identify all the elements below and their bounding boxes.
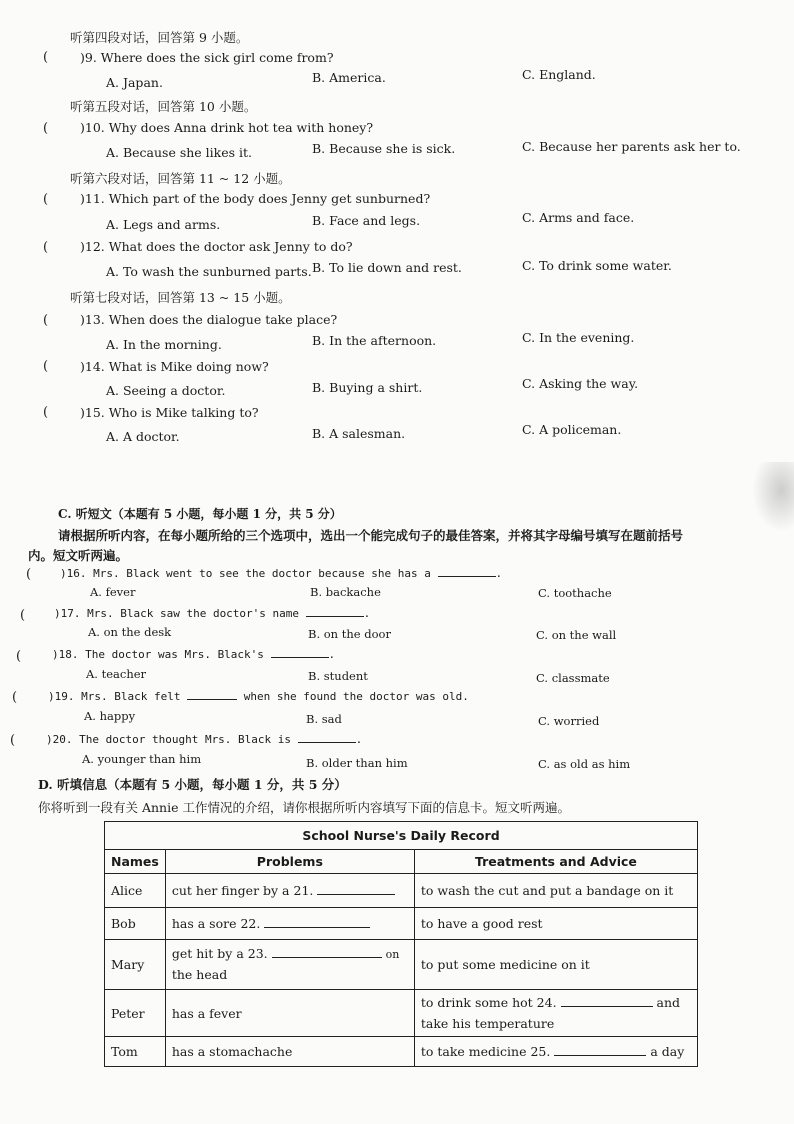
option-c: C. on the wall (536, 628, 617, 642)
option-c: C. A policeman. (522, 422, 622, 437)
question-15: )15. Who is Mike talking to? (80, 405, 259, 420)
cell-problem: has a sore 22. (165, 908, 414, 940)
option-c: C. Arms and face. (522, 210, 635, 225)
question-20: )20. The doctor thought Mrs. Black is . (46, 733, 363, 746)
table-caption: School Nurse's Daily Record (105, 822, 698, 850)
option-a: A. In the morning. (106, 337, 222, 352)
answer-bracket[interactable]: ( (43, 192, 49, 207)
section-heading-6: 听第六段对话，回答第 11 ~ 12 小题。 (70, 171, 291, 186)
table-row (105, 990, 698, 1037)
table-row (105, 940, 698, 990)
part-c-instruction-cont: 内。短文听两遍。 (28, 548, 129, 563)
answer-bracket[interactable]: ( (10, 733, 16, 748)
scan-smudge (752, 462, 794, 532)
part-d-instruction: 你将听到一段有关 Annie 工作情况的介绍，请你根据所听内容填写下面的信息卡。短文听两遍。 (38, 800, 570, 815)
cell-problem: has a stomachache (165, 1037, 414, 1067)
answer-bracket[interactable]: ( (43, 121, 49, 136)
section-heading-7: 听第七段对话，回答第 13 ~ 15 小题。 (70, 290, 291, 305)
question-13: )13. When does the dialogue take place? (80, 312, 338, 327)
header-problems: Problems (165, 850, 414, 874)
cell-name: Bob (105, 908, 166, 940)
cell-problem: has a fever (165, 990, 414, 1037)
option-a: A. To wash the sunburned parts. (106, 264, 312, 279)
option-c: C. Because her parents ask her to. (522, 139, 741, 154)
cell-name: Tom (105, 1037, 166, 1067)
cell-problem: cut her finger by a 21. (165, 874, 414, 908)
question-19: )19. Mrs. Black felt when she found the doctor was old. (48, 690, 469, 703)
section-heading-5: 听第五段对话，回答第 10 小题。 (70, 99, 257, 114)
option-a: A. younger than him (82, 752, 202, 766)
part-d-title: D. 听填信息（本题有 5 小题，每小题 1 分，共 5 分） (38, 777, 347, 792)
cell-advice: to wash the cut and put a bandage on it (414, 874, 697, 908)
option-b: B. Because she is sick. (312, 141, 456, 156)
table-row (105, 874, 698, 908)
option-a: A. on the desk (88, 625, 172, 639)
cell-advice: to drink some hot 24. and take his temperature (414, 990, 697, 1037)
header-treatments: Treatments and Advice (414, 850, 697, 874)
answer-blank-24[interactable] (561, 996, 653, 1007)
option-b: B. A salesman. (312, 426, 406, 441)
question-17: )17. Mrs. Black saw the doctor's name . (54, 607, 371, 620)
table-row (105, 1037, 698, 1067)
option-c: C. worried (538, 714, 600, 728)
header-names: Names (105, 850, 166, 874)
option-c: C. In the evening. (522, 330, 635, 345)
option-b: B. Face and legs. (312, 213, 421, 228)
cell-advice: to take medicine 25. a day (414, 1037, 697, 1067)
option-a: A. happy (84, 709, 136, 723)
answer-bracket[interactable]: ( (43, 405, 49, 420)
option-a: A. Legs and arms. (106, 217, 221, 232)
part-c-title: C. 听短文（本题有 5 小题，每小题 1 分，共 5 分） (58, 507, 342, 521)
nurse-record-table (104, 821, 698, 1067)
cell-name: Alice (105, 874, 166, 908)
answer-bracket[interactable]: ( (16, 649, 22, 664)
option-b: B. student (308, 669, 368, 683)
question-16: )16. Mrs. Black went to see the doctor because she has a . (60, 567, 503, 580)
section-heading-4: 听第四段对话，回答第 9 小题。 (70, 30, 249, 45)
cell-problem: get hit by a 23. on the head (165, 940, 414, 990)
question-14: )14. What is Mike doing now? (80, 359, 269, 374)
answer-bracket[interactable]: ( (43, 313, 49, 328)
part-c-instruction: 请根据所听内容，在每小题所给的三个选项中，选出一个能完成句子的最佳答案，并将其字母编号填写在题前括号 (58, 528, 684, 543)
cell-name: Peter (105, 990, 166, 1037)
option-b: B. Buying a shirt. (312, 380, 423, 395)
cell-name: Mary (105, 940, 166, 990)
option-b: B. To lie down and rest. (312, 260, 462, 275)
answer-bracket[interactable]: ( (20, 608, 26, 623)
question-9: )9. Where does the sick girl come from? (80, 50, 334, 65)
option-a: A. Seeing a doctor. (106, 383, 226, 398)
option-b: B. on the door (308, 627, 391, 641)
answer-bracket[interactable]: ( (26, 567, 32, 582)
answer-bracket[interactable]: ( (43, 50, 49, 65)
answer-bracket[interactable]: ( (43, 359, 49, 374)
answer-blank-25[interactable] (554, 1045, 646, 1056)
option-b: B. sad (306, 712, 342, 726)
option-c: C. as old as him (538, 757, 631, 771)
question-11: )11. Which part of the body does Jenny get sunburned? (80, 191, 431, 206)
option-b: B. older than him (306, 756, 408, 770)
option-c: C. England. (522, 67, 596, 82)
table-row (105, 908, 698, 940)
option-b: B. In the afternoon. (312, 333, 437, 348)
question-10: )10. Why does Anna drink hot tea with honey? (80, 120, 374, 135)
option-c: C. To drink some water. (522, 258, 672, 273)
question-18: )18. The doctor was Mrs. Black's . (52, 648, 336, 661)
answer-blank-22[interactable] (264, 917, 370, 928)
question-12: )12. What does the doctor ask Jenny to do? (80, 239, 353, 254)
option-a: A. Because she likes it. (106, 145, 253, 160)
option-c: C. toothache (538, 586, 612, 600)
option-c: C. classmate (536, 671, 610, 685)
option-c: C. Asking the way. (522, 376, 639, 391)
option-b: B. backache (310, 585, 381, 599)
option-a: A. A doctor. (106, 429, 180, 444)
option-a: A. teacher (86, 667, 147, 681)
answer-blank-23[interactable] (272, 947, 382, 958)
answer-blank-21[interactable] (317, 884, 395, 895)
option-a: A. Japan. (106, 75, 163, 90)
cell-advice: to put some medicine on it (414, 940, 697, 990)
option-b: B. America. (312, 70, 386, 85)
cell-advice: to have a good rest (414, 908, 697, 940)
option-a: A. fever (90, 585, 136, 599)
answer-bracket[interactable]: ( (43, 240, 49, 255)
answer-bracket[interactable]: ( (12, 690, 18, 705)
